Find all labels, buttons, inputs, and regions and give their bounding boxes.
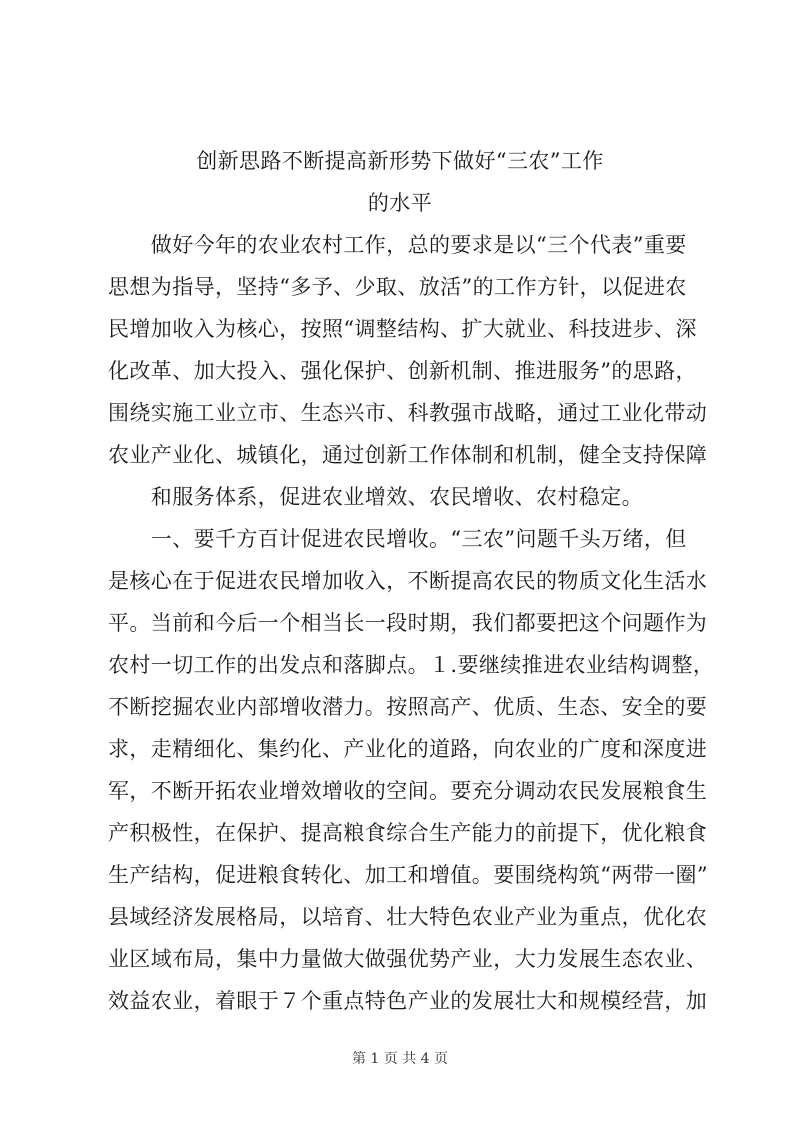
body-line: 围绕实施工业立市、生态兴市、科教强市战略，通过工业化带动 xyxy=(108,401,708,425)
body-line: 做好今年的农业农村工作，总的要求是以“三个代表”重要 xyxy=(108,233,687,257)
body-line: 思想为指导，坚持“多予、少取、放活”的工作方针，以促进农 xyxy=(108,275,687,299)
body-line: 县域经济发展格局，以培育、壮大特色农业产业为重点，优化农 xyxy=(108,905,708,929)
title-line: 创新思路不断提高新形势下做好“三农”工作 xyxy=(196,149,604,173)
title-line: 的水平 xyxy=(367,191,433,215)
body-line: 民增加收入为核心，按照“调整结构、扩大就业、科技进步、深 xyxy=(108,317,697,341)
body-line: 军，不断开拓农业增效增收的空间。要充分调动农民发展粮食生 xyxy=(108,779,708,803)
body-line: 业区域布局，集中力量做大做强优势产业，大力发展生态农业、 xyxy=(108,947,708,971)
body-line: 生产结构，促进粮食转化、加工和增值。要围绕构筑“两带一圈” xyxy=(108,863,709,887)
document-title xyxy=(90,140,710,224)
body-line: 农业产业化、城镇化，通过创新工作体制和机制，健全支持保障 xyxy=(108,443,708,467)
page-footer xyxy=(0,1048,800,1068)
body-line: 平。当前和今后一个相当长一段时期，我们都要把这个问题作为 xyxy=(108,611,708,635)
body-line: 一、要千方百计促进农民增收。“三农”问题千头万绪，但 xyxy=(108,527,687,551)
body-line: 和服务体系，促进农业增效、农民增收、农村稳定。 xyxy=(108,485,643,509)
body-line: 化改革、加大投入、强化保护、创新机制、推进服务”的思路， xyxy=(108,359,697,383)
document-body xyxy=(108,224,715,1022)
body-line: 农村一切工作的出发点和落脚点。１.要继续推进农业结构调整， xyxy=(108,653,715,677)
body-line: 是核心在于促进农民增加收入，不断提高农民的物质文化生活水 xyxy=(108,569,708,593)
page-number-label: 第 1 页 共 4 页 xyxy=(351,1051,449,1067)
body-line: 产积极性，在保护、提高粮食综合生产能力的前提下，优化粮食 xyxy=(108,821,708,845)
body-line: 求，走精细化、集约化、产业化的道路，向农业的广度和深度进 xyxy=(108,737,708,761)
body-line: 效益农业，着眼于７个重点特色产业的发展壮大和规模经营，加 xyxy=(108,989,708,1013)
body-line: 不断挖掘农业内部增收潜力。按照高产、优质、生态、安全的要 xyxy=(108,695,708,719)
